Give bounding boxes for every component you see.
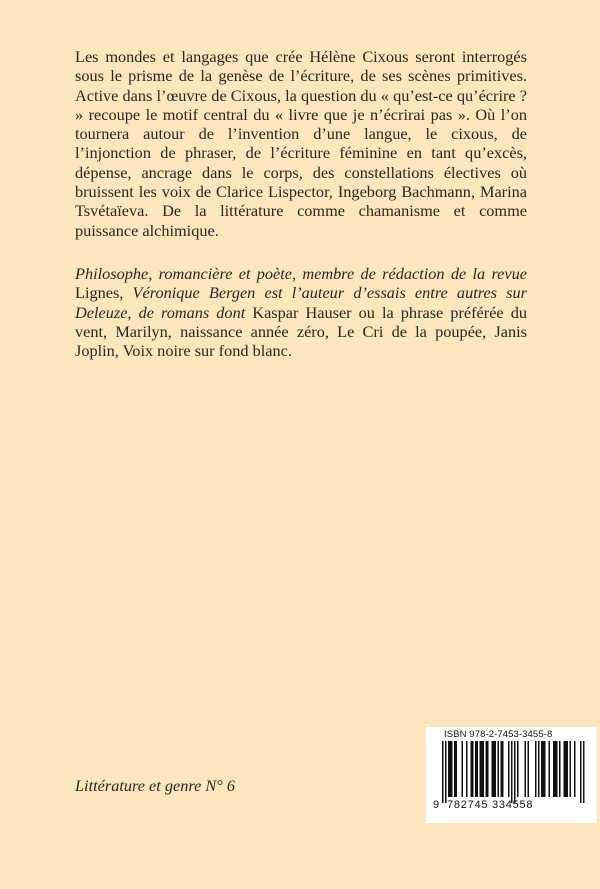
barcode-bar [544,741,546,797]
book-blurb: Les mondes et langages que crée Hélène Cixous seront interrogés sous le prisme de la genèse de l’écriture, de ses scènes primitives. Active dans l’œuvre de Cixous, la question du « qu’est-ce qu’écrire ? » recoupe le motif central du « livre que je n’écrirai pas ». Où l’on tournera autour de l’invention d’une langue, le cixous, de l’injonction de phraser, de l’écriture féminine en tant qu’excès, dépense, ancrage dans le corps, des constellations électives où bruissent les voix de Clarice Lispector, Ingeborg Bachmann, Marina Tsvétaïeva. De la littérature comme chamanisme et comme puissance alchimique. [75,47,527,240]
barcode-bar [525,741,527,797]
barcode-bar [448,741,450,797]
barcode-bar [508,741,510,797]
barcode-bar [451,741,453,797]
barcode-bar [501,741,503,797]
book-titles: Kaspar Hauser ou la phrase préférée du vent, Marilyn, naissance année zéro, Le Cri de la poupée, Janis Joplin, Voix noire sur fond blanc. [75,302,527,361]
barcode-bar [514,741,516,803]
barcode-bar [555,741,557,797]
barcode-bar [456,741,458,797]
barcode-bar [454,741,456,797]
barcode-bar [492,741,494,797]
barcode-first-digit: 9 [433,799,440,811]
barcode-bar [528,741,530,797]
barcode-bar [472,741,474,797]
barcode-bar [475,741,477,797]
barcode-digits: 782745 334558 [447,799,534,811]
isbn-label: ISBN 978-2-7453-3455-8 [444,729,553,740]
barcode-bar [442,741,444,803]
series-label: Littérature et genre N° 6 [75,776,235,795]
barcode-bar [495,741,497,797]
barcode-bar [480,741,482,797]
barcode-panel [426,727,597,823]
barcode-bar [483,741,485,797]
author-bio [75,264,527,360]
barcode-bar [493,741,495,797]
journal-title: Lignes, [75,283,124,303]
barcode-bar [564,741,566,797]
barcode-bar [517,741,519,797]
barcode-bar [487,741,489,797]
barcode-bars [426,741,597,803]
barcode-bar [502,741,504,797]
barcode-bar [498,741,500,797]
barcode-bar [559,741,561,797]
barcode-bar [535,741,537,797]
barcode-bar [567,741,569,797]
barcode-bar [565,741,567,797]
barcode-bar [477,741,479,797]
barcode-bar [481,741,483,797]
barcode-bar [549,741,551,797]
barcode-bar [511,741,513,803]
barcode-bar [556,741,558,797]
barcode-bar [553,741,555,797]
barcode-bar [450,741,452,797]
barcode-bar [541,741,543,797]
barcode-bar [583,741,585,803]
barcode-bar [466,741,468,797]
barcode-bar [486,741,488,797]
barcode-bar [445,741,447,803]
author-bio-intro: Philosophe, romancière et poète, membre de rédaction de la revue [75,264,527,283]
barcode-bar [471,741,473,797]
barcode-bar [538,741,540,797]
author-bio-works: Véronique Bergen est l’auteur d’essais entre autres sur Deleuze, de romans dont [75,283,527,322]
barcode-bar [580,741,582,803]
barcode-bar [574,741,576,797]
barcode-bar [570,741,572,797]
barcode-bar [543,741,545,797]
barcode-bar [462,741,464,797]
